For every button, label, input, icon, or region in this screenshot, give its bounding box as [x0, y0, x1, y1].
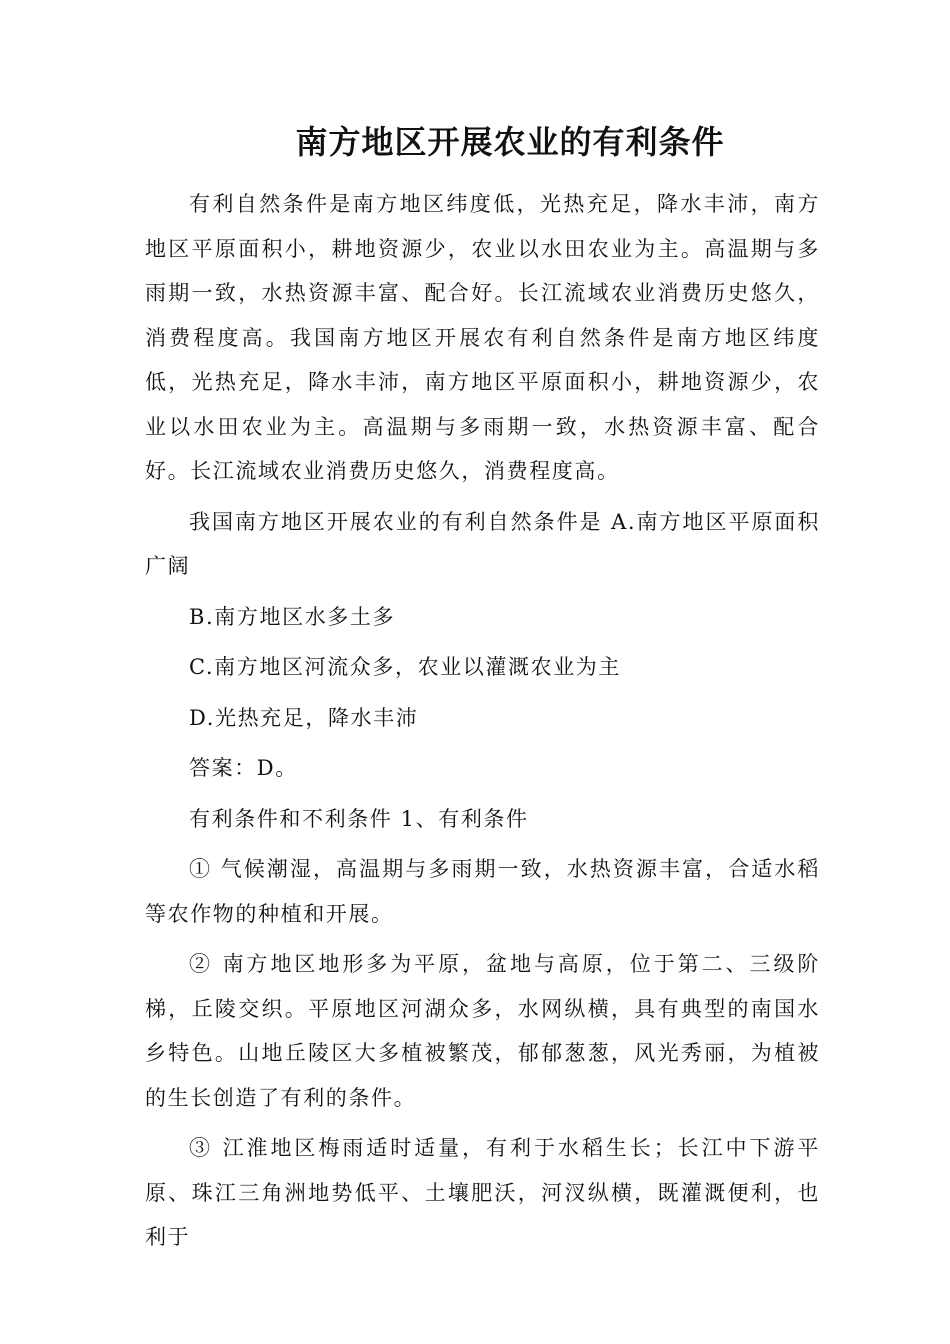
paragraph-point-1: ① 气候潮湿，高温期与多雨期一致，水热资源丰富，合适水稻等农作物的种植和开展。: [145, 857, 820, 926]
paragraph-point-3: ③ 江淮地区梅雨适时适量，有利于水稻生长；长江中下游平原、珠江三角洲地势低平、土壤肥沃，河汊纵横，既灌溉便利，也利于: [145, 1136, 820, 1249]
paragraph-heading-conditions: 有利条件和不利条件 1、有利条件: [189, 806, 529, 831]
paragraph-answer: 答案：D。: [189, 756, 298, 780]
paragraph-option-c: C.南方地区河流众多，农业以灌溉农业为主: [189, 655, 621, 679]
paragraph-question: 我国南方地区开展农业的有利自然条件是 A.南方地区平原面积广阔: [145, 509, 820, 578]
document-body: [145, 182, 820, 1260]
document-title: 南方地区开展农业的有利条件: [295, 123, 725, 161]
paragraph-option-b: B.南方地区水多土多: [189, 604, 396, 629]
paragraph-option-d: D.光热充足，降水丰沛: [189, 705, 419, 730]
paragraph-intro: 有利自然条件是南方地区纬度低，光热充足，降水丰沛，南方地区平原面积小，耕地资源少，农业以水田农业为主。高温期与多雨期一致，水热资源丰富、配合好。长江流域农业消费历史悠久，消费程度高。我国南方地区开展农有利自然条件是南方地区纬度低，光热充足，降水丰沛，南方地区平原面积小，耕地资源少，农业以水田农业为主。高温期与多雨期一致，水热资源丰富、配合好。长江流域农业消费历史悠久，消费程度高。: [145, 192, 820, 483]
paragraph-point-2: ② 南方地区地形多为平原，盆地与高原，位于第二、三级阶梯，丘陵交织。平原地区河湖众多，水网纵横，具有典型的南国水乡特色。山地丘陵区大多植被繁茂，郁郁葱葱，风光秀丽，为植被的生长创造了有利的条件。: [145, 952, 820, 1110]
